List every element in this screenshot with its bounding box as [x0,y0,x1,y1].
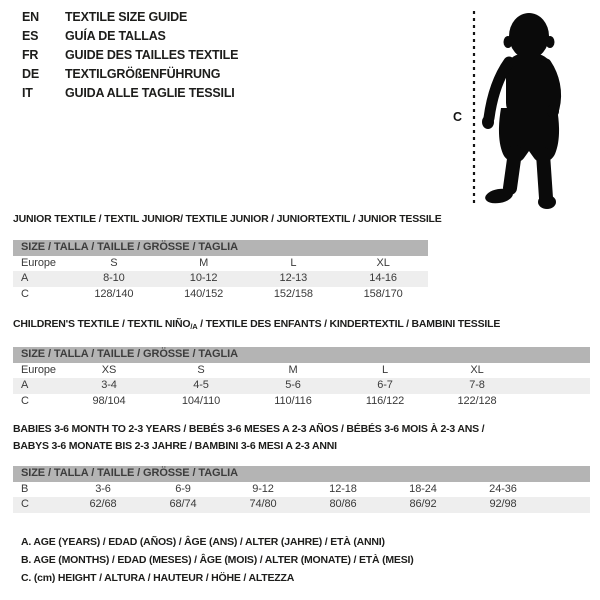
filler-cell [523,378,590,394]
height-measure-figure [445,4,595,210]
children-title-post: / TEXTILE DES ENFANTS / KINDERTEXTIL / BAMBINI TESSILE [197,318,501,330]
value-cell: 128/140 [94,287,134,300]
value-cell: 24-36 [489,482,517,495]
table-row [13,363,590,379]
filler-cell [543,497,590,513]
size-header-row [13,240,428,256]
language-title: TEXTILGRÖßENFÜHRUNG [65,67,221,81]
size-cell: XL [376,256,390,269]
language-row-de [22,65,238,84]
babies-title-line-1: BABIES 3-6 MONTH TO 2-3 YEARS / BEBÉS 3-6 MESES A 2-3 AÑOS / BÉBÉS 3-6 MOIS À 2-3 ANS / [13,423,485,435]
value-cell: 104/110 [181,394,221,407]
row-label: A [21,272,29,284]
language-row-en [22,8,238,27]
language-title: GUIDA ALLE TAGLIE TESSILI [65,86,235,100]
size-cell: S [110,256,118,269]
value-cell: 12-18 [329,482,357,495]
junior-size-table [13,240,428,302]
language-row-fr [22,46,238,65]
value-cell: 10-12 [189,272,218,284]
language-code: FR [22,48,39,62]
children-title-pre: CHILDREN'S TEXTILE / TEXTIL NIÑO [13,318,191,330]
value-cell: 62/68 [89,498,117,510]
size-cell: XS [101,363,117,376]
row-label: C [21,394,29,407]
row-label: A [21,379,29,391]
table-row [13,256,428,272]
table-row [13,482,590,498]
footnote-c: C. (cm) HEIGHT / ALTURA / HAUTEUR / HÖHE / ALTEZZA [21,572,295,584]
size-cell: XL [470,363,484,376]
babies-table-title [13,421,484,455]
baby-silhouette-icon [482,13,559,209]
table-row [13,497,590,513]
footnote-a: A. AGE (YEARS) / EDAD (AÑOS) / ÂGE (ANS) / ALTER (JAHRE) / ETÀ (ANNI) [21,536,385,548]
value-cell: 4-5 [193,379,209,391]
height-label: C [453,110,463,124]
language-code: EN [22,10,39,24]
value-cell: 6-9 [175,482,191,495]
footnotes [21,533,414,587]
children-title-sub: /A [190,322,198,331]
filler-cell [543,482,590,498]
language-code: ES [22,29,39,43]
value-cell: 140/152 [184,287,224,300]
value-cell: 14-16 [369,272,397,284]
row-label: Europe [21,363,56,376]
size-header-bar: SIZE / TALLA / TAILLE / GRÖSSE / TAGLIA [13,240,428,256]
value-cell: 92/98 [489,498,517,510]
junior-table-title: JUNIOR TEXTILE / TEXTIL JUNIOR/ TEXTILE JUNIOR / JUNIORTEXTIL / JUNIOR TESSILE [13,213,442,225]
value-cell: 98/104 [92,394,126,407]
size-header-row [13,466,590,482]
language-row-es [22,27,238,46]
value-cell: 3-4 [101,379,117,391]
value-cell: 122/128 [457,394,497,407]
children-size-table [13,347,590,409]
value-cell: 6-7 [377,379,393,391]
table-row [13,394,590,410]
value-cell: 86/92 [409,498,437,510]
value-cell: 68/74 [169,498,197,510]
value-cell: 7-8 [469,379,485,391]
size-header-bar: SIZE / TALLA / TAILLE / GRÖSSE / TAGLIA [13,466,590,482]
filler-cell [523,394,590,410]
row-label: B [21,482,29,495]
value-cell: 3-6 [95,482,111,495]
row-label: Europe [21,256,56,269]
size-header-row [13,347,590,363]
table-row [13,271,428,287]
babies-size-table [13,466,590,513]
children-table-title [13,318,500,331]
filler-cell [523,363,590,379]
language-title: GUÍA DE TALLAS [65,29,166,43]
value-cell: 110/116 [274,394,312,407]
value-cell: 80/86 [329,498,357,510]
size-cell: S [197,363,205,376]
value-cell: 12-13 [279,272,308,284]
size-cell: M [288,363,298,376]
value-cell: 18-24 [409,482,437,495]
babies-title-line-2: BABYS 3-6 MONATE BIS 2-3 JAHRE / BAMBINI 3-6 MESI A 2-3 ANNI [13,440,337,452]
value-cell: 158/170 [363,287,403,300]
language-title: TEXTILE SIZE GUIDE [65,10,188,24]
language-row-it [22,84,238,103]
footnote-b: B. AGE (MONTHS) / EDAD (MESES) / ÂGE (MOIS) / ALTER (MONATE) / ETÀ (MESI) [21,554,414,566]
language-list [22,8,238,103]
table-row [13,378,590,394]
value-cell: 152/158 [273,287,313,300]
language-code: IT [22,86,33,100]
table-row [13,287,428,303]
size-cell: L [381,363,389,376]
size-cell: L [290,256,297,269]
language-code: DE [22,67,39,81]
language-title: GUIDE DES TAILLES TEXTILE [65,48,239,62]
value-cell: 9-12 [252,482,274,495]
row-label: C [21,287,29,300]
toddler-silhouette-graphic [445,4,595,210]
size-header-bar: SIZE / TALLA / TAILLE / GRÖSSE / TAGLIA [13,347,590,363]
value-cell: 5-6 [285,379,301,391]
row-label: C [21,498,29,510]
value-cell: 116/122 [365,394,405,407]
size-cell: M [199,256,209,269]
value-cell: 74/80 [249,498,277,510]
value-cell: 8-10 [103,272,125,284]
